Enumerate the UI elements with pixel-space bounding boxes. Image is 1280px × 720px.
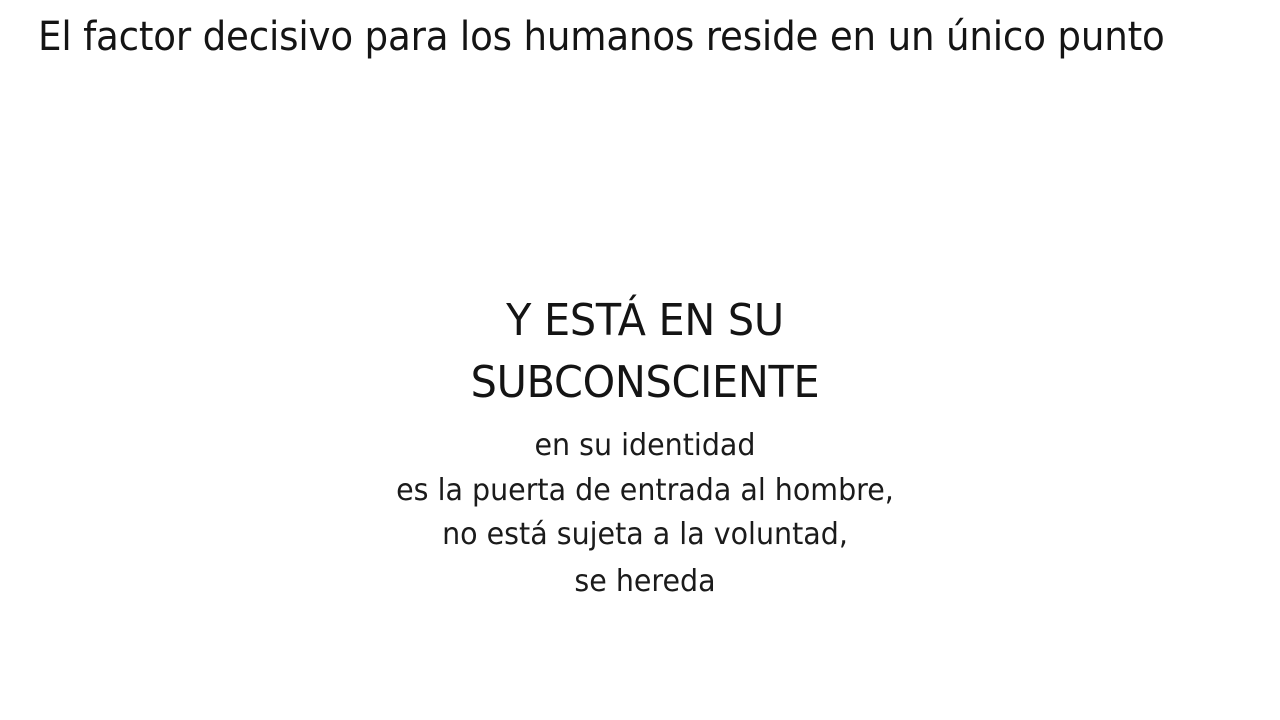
headline-body-spacer	[320, 415, 970, 423]
headline-line-2: SUBCONSCIENTE	[470, 357, 820, 409]
page-title: El factor decisivo para los humanos reside en un único punto	[38, 14, 1165, 60]
headline-block	[340, 290, 951, 415]
slide-body	[320, 290, 970, 606]
body-line-3: no está sujeta a la voluntad,	[442, 517, 848, 553]
body-line-1: en su identidad	[534, 427, 756, 463]
headline-line-1: Y ESTÁ EN SU	[506, 295, 784, 346]
body-line-4: se hereda	[574, 564, 716, 600]
body-line-2: es la puerta de entrada al hombre,	[396, 472, 894, 508]
